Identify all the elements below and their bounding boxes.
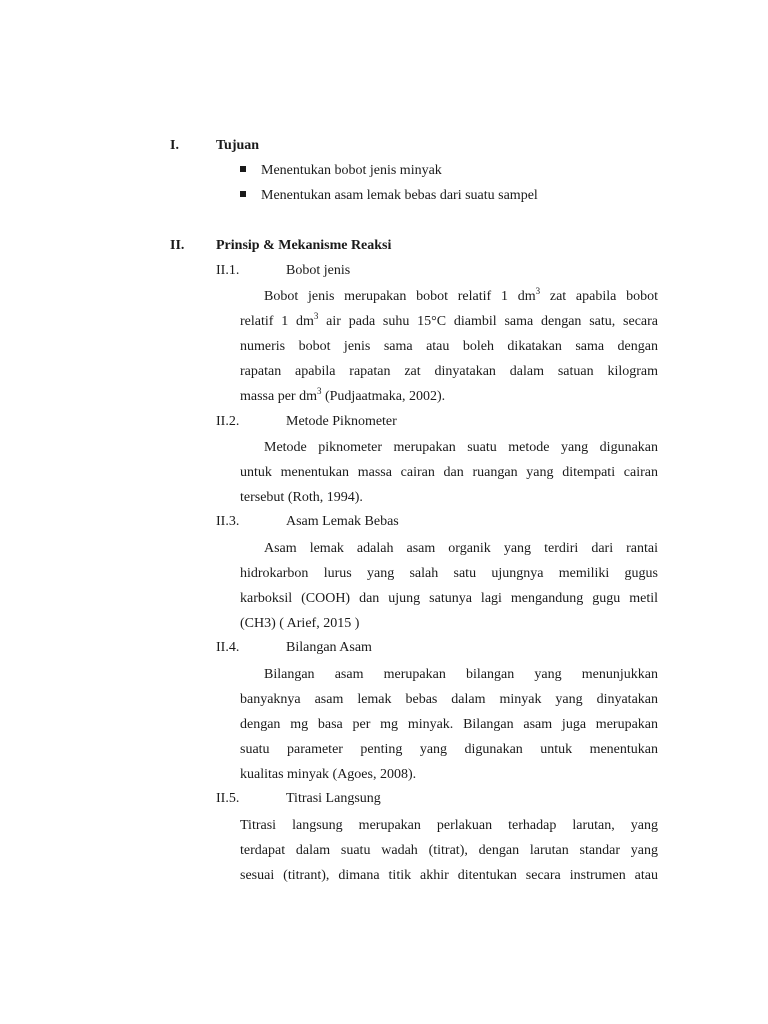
subsection-title: Bilangan Asam <box>286 640 372 655</box>
subsection-number: II.1. <box>216 263 240 278</box>
subsection-title: Metode Piknometer <box>286 414 397 429</box>
paragraph-line: hidrokarbon lurus yang salah satu ujungnya memiliki gugus <box>240 566 658 581</box>
square-bullet-icon <box>240 191 246 197</box>
paragraph-line: (CH3) ( Arief, 2015 ) <box>240 616 360 631</box>
paragraph-line: tersebut (Roth, 1994). <box>240 490 363 505</box>
paragraph-line: kualitas minyak (Agoes, 2008). <box>240 767 417 782</box>
subsection-title: Asam Lemak Bebas <box>286 514 399 529</box>
paragraph <box>240 435 658 510</box>
paragraph-line: rapatan apabila rapatan zat dinyatakan dalam satuan kilogram <box>240 364 658 379</box>
section-number: II. <box>170 238 185 253</box>
paragraph-line: Bobot jenis merupakan bobot relatif 1 $dm^3$ zat apabila bobot <box>264 286 658 304</box>
square-bullet-icon <box>240 166 246 172</box>
subsection-number: II.5. <box>216 791 240 806</box>
paragraph-line: Metode piknometer merupakan suatu metode yang digunakan <box>264 440 658 455</box>
subsection-number: II.4. <box>216 640 240 655</box>
paragraph-line: sesuai (titrant), dimana titik akhir ditentukan secara instrumen atau <box>240 868 658 883</box>
paragraph <box>240 284 658 409</box>
subsection-title: Bobot jenis <box>286 263 351 278</box>
paragraph <box>240 813 658 888</box>
section-title: Tujuan <box>216 138 260 153</box>
paragraph <box>240 662 658 787</box>
paragraph-line: Bilangan asam merupakan bilangan yang menunjukkan <box>264 667 658 682</box>
list-item-text: Menentukan bobot jenis minyak <box>261 163 442 178</box>
list-item <box>240 188 538 204</box>
paragraph-line: dengan mg basa per mg minyak. Bilangan asam juga merupakan <box>240 717 658 732</box>
paragraph-line: karboksil (COOH) dan ujung satunya lagi mengandung gugu metil <box>240 591 658 606</box>
subsection-title: Titrasi Langsung <box>286 791 381 806</box>
paragraph-line: relatif 1 $dm^3$ air pada suhu 15°C diambil sama dengan satu, secara <box>240 311 659 329</box>
paragraph-line: untuk menentukan massa cairan dan ruangan yang ditempati cairan <box>240 465 658 480</box>
paragraph-line: suatu parameter penting yang digunakan untuk menentukan <box>240 742 658 757</box>
list-item <box>240 163 442 179</box>
subsection-number: II.2. <box>216 414 240 429</box>
paragraph-line: massa per $dm^3$ (Pudjaatmaka, 2002). <box>240 386 446 404</box>
paragraph-line: Asam lemak adalah asam organik yang terdiri dari rantai <box>264 541 658 556</box>
paragraph-line: banyaknya asam lemak bebas dalam minyak yang dinyatakan <box>240 692 658 707</box>
paragraph-line: Titrasi langsung merupakan perlakuan terhadap larutan, yang <box>240 818 658 833</box>
subsection-number: II.3. <box>216 514 240 529</box>
paragraph-line: numeris bobot jenis sama atau boleh dikatakan sama dengan <box>240 339 658 354</box>
list-item-text: Menentukan asam lemak bebas dari suatu sampel <box>261 188 538 203</box>
paragraph <box>240 536 658 636</box>
paragraph-line: terdapat dalam suatu wadah (titrat), dengan larutan standar yang <box>240 843 658 858</box>
section-number: I. <box>170 138 179 153</box>
section-title: Prinsip & Mekanisme Reaksi <box>216 238 392 253</box>
